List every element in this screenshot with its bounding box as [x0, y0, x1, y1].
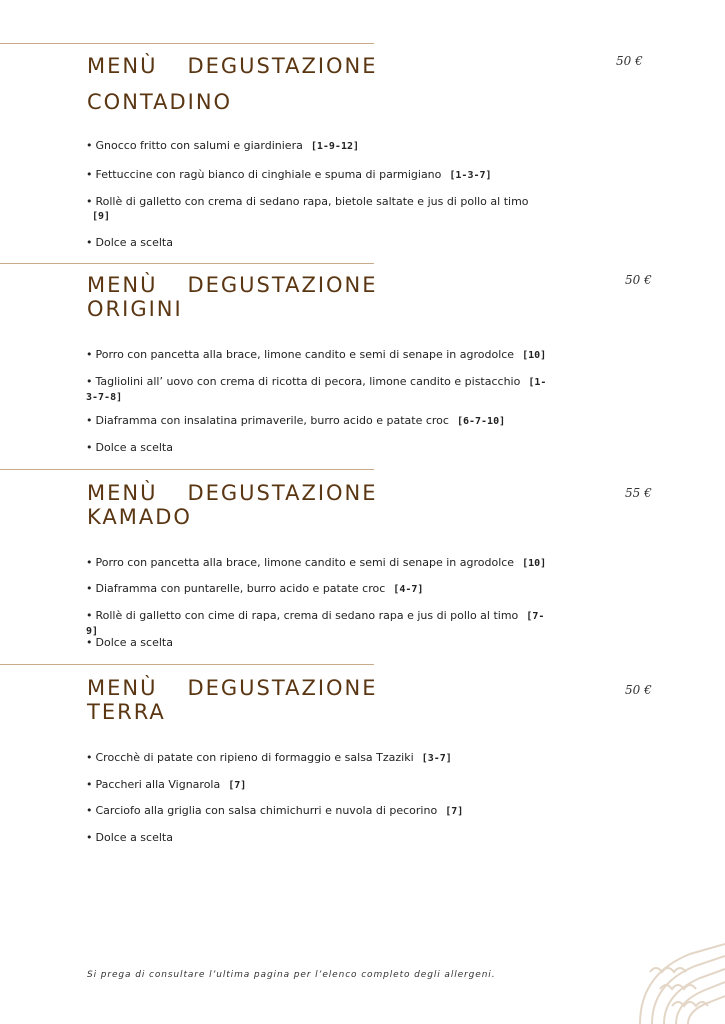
menu-item: • Paccheri alla Vignarola [7]	[86, 778, 247, 791]
allergen-codes: [7-9]	[86, 611, 545, 637]
menu-item: • Dolce a scelta	[86, 236, 173, 249]
allergen-codes: [1-3-7-8]	[86, 377, 547, 403]
menu-item: • Rollè di galletto con crema di sedano rapa, bietole saltate e jus di pollo al timo [9]	[86, 195, 529, 222]
menu-item: • Porro con pancetta alla brace, limone candito e semi di senape in agrodolce [10]	[86, 556, 547, 569]
menu-title: MENÙ DEGUSTAZIONE TERRA	[87, 676, 378, 724]
menu-item: • Dolce a scelta	[86, 636, 173, 649]
menu-item: • Dolce a scelta	[86, 831, 173, 844]
menu-price: 50 €	[625, 683, 652, 697]
menu-item: • Dolce a scelta	[86, 441, 173, 454]
allergen-codes: [7]	[445, 806, 464, 817]
allergen-codes: [4-7]	[393, 584, 424, 595]
menu-title: MENÙ DEGUSTAZIONE CONTADINO	[87, 54, 378, 114]
allergen-codes: [3-7]	[421, 753, 452, 764]
menu-item: • Porro con pancetta alla brace, limone candito e semi di senape in agrodolce [10]	[86, 348, 547, 361]
menu-item: • Rollè di galletto con cime di rapa, crema di sedano rapa e jus di pollo al timo [7-9]	[86, 609, 545, 637]
allergen-footnote: Si prega di consultare l’ultima pagina per l’elenco completo degli allergeni.	[87, 970, 496, 980]
menu-title: MENÙ DEGUSTAZIONE KAMADO	[87, 481, 378, 529]
section-divider	[0, 469, 374, 470]
menu-item: • Fettuccine con ragù bianco di cinghiale e spuma di parmigiano [1-3-7]	[86, 168, 492, 181]
menu-item: • Crocchè di patate con ripieno di formaggio e salsa Tzaziki [3-7]	[86, 751, 452, 764]
menu-item: • Tagliolini all’ uovo con crema di ricotta di pecora, limone candito e pistacchio [1-3-7-8]	[86, 375, 547, 403]
section-divider	[0, 664, 374, 665]
menu-item: • Gnocco fritto con salumi e giardiniera [1-9-12]	[86, 139, 360, 152]
allergen-codes: [9]	[92, 211, 111, 222]
menu-price: 50 €	[625, 273, 652, 287]
menu-item: • Diaframma con insalatina primaverile, burro acido e patate croc [6-7-10]	[86, 414, 506, 427]
menu-item: • Carciofo alla griglia con salsa chimichurri e nuvola di pecorino [7]	[86, 804, 464, 817]
allergen-codes: [10]	[522, 350, 547, 361]
menu-price: 55 €	[625, 486, 652, 500]
menu-price: 50 €	[616, 54, 643, 68]
scallop-shell-icon	[630, 934, 725, 1024]
allergen-codes: [1-3-7]	[449, 170, 492, 181]
section-divider	[0, 263, 374, 264]
allergen-codes: [1-9-12]	[310, 141, 360, 152]
allergen-codes: [7]	[228, 780, 247, 791]
menu-item: • Diaframma con puntarelle, burro acido e patate croc [4-7]	[86, 582, 424, 595]
allergen-codes: [6-7-10]	[456, 416, 506, 427]
menu-title: MENÙ DEGUSTAZIONE ORIGINI	[87, 273, 378, 321]
section-divider	[0, 43, 374, 44]
allergen-codes: [10]	[522, 558, 547, 569]
